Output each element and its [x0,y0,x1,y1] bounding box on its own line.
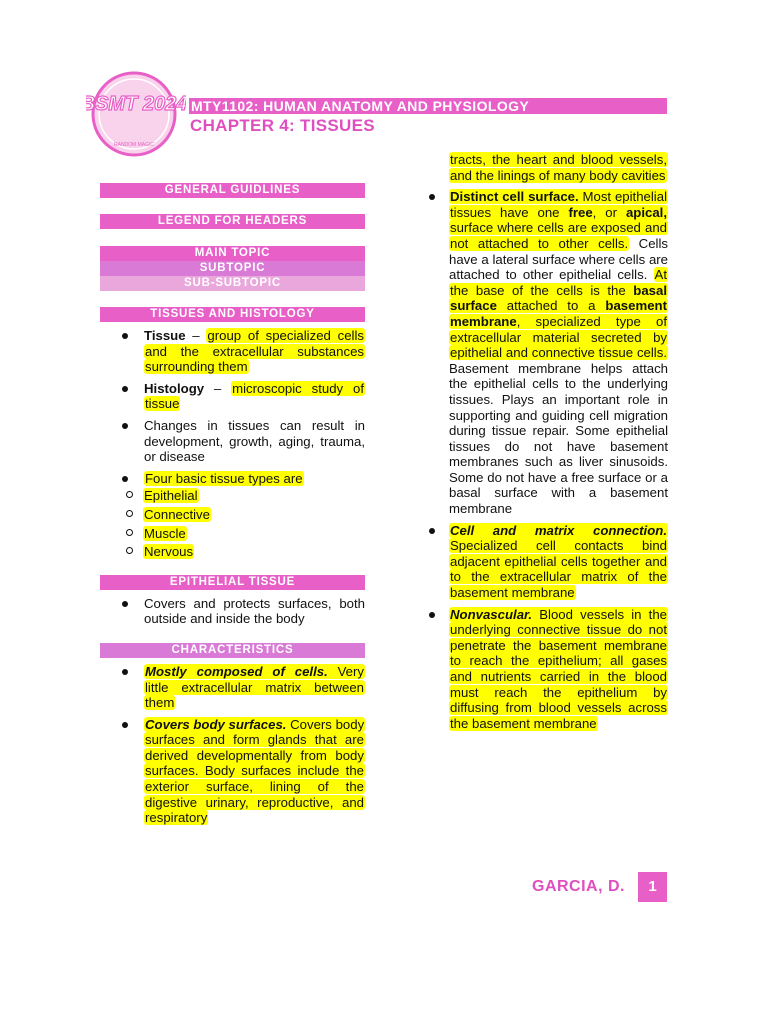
list-item [100,717,365,826]
tissues-list [100,328,365,486]
char-text: Covers body surfaces and form glands that are derived developmentally from body surfaces. Body surfaces include the exterior surface, lining of the digestive urinary, reproductive, and respiratory [145,716,365,826]
dash: – [204,380,232,396]
tissue-type-label: Epithelial [144,488,198,504]
logo-text: BSMT 2024 [86,93,186,115]
legend-sub-subtopic: SUB-SUBTOPIC [100,276,365,291]
char-text: Cells have a lateral surface where cells are attached to other epithelial cells. [449,235,668,283]
list-item [424,523,668,601]
char-text: At the base of the cells is the [450,267,667,298]
char-text: Very little extracellular matrix between them [145,663,364,711]
list-item [100,664,365,711]
term-free: free [568,204,593,220]
left-column [100,183,365,826]
continued-text [424,152,668,183]
list-item [424,189,668,516]
page-number: 1 [638,872,667,902]
char-title: Cell and matrix connection. [450,522,667,538]
header-general-guidelines: GENERAL GUIDLINES [100,183,365,198]
term-apical: apical, [625,204,668,220]
logo-subtext: RANDOM MAGIC [114,142,154,148]
covers-text: Covers and protects surfaces, both outside and inside the body [144,595,365,627]
characteristics-list-left [100,664,365,826]
list-item [424,607,668,732]
definition-histology: microscopic study of tissue [145,380,364,412]
char-text: Most epithelial tissues have one [450,189,667,220]
header-tissues-histology: TISSUES AND HISTOLOGY [100,307,365,322]
term-tissue: Tissue [144,328,186,343]
char-title: Distinct cell surface. [450,189,579,205]
tissue-type-label: Muscle [144,525,186,541]
changes-text: Changes in tissues can result in development, growth, aging, trauma, or disease [144,417,365,465]
char-text: , or [592,204,626,220]
tissue-type-item [100,507,365,523]
tissue-type-label: Connective [144,506,210,522]
char-title: Covers body surfaces. [145,716,287,732]
char-text: attached to a [496,298,606,314]
course-title: MTY1102: HUMAN ANATOMY AND PHYSIOLOGY [189,98,667,114]
author-name: GARCIA, D. [532,878,625,895]
char-text: surface where cells are exposed and not attached to other cells. [450,220,667,251]
list-item [100,328,365,375]
tissue-type-item [100,526,365,542]
char-title: Nonvascular. [450,606,533,622]
list-item [100,381,365,412]
definition-tissue: group of specialized cells and the extracellular substances surrounding them [145,328,364,375]
term-basal-surface: basal surface [450,282,667,314]
list-item [100,596,365,627]
char-text: Blood vessels in the underlying connective tissue do not penetrate the basement membrane to reach the epithelium; all gases and nutrients carried in the blood must reach the epithelium by diffusing from blood vessels across the basement membrane [450,606,667,731]
char-title: Mostly composed of cells. [145,663,328,679]
tissue-types-list [100,488,365,559]
term-histology: Histology [144,380,205,396]
list-item [100,471,365,487]
header-characteristics: CHARACTERISTICS [100,643,365,658]
char-text: tracts, the heart and blood vessels, and the linings of many body cavities [450,152,667,183]
legend-subtopic: SUBTOPIC [100,261,365,276]
legend-main-topic: MAIN TOPIC [100,246,365,261]
header-legend: LEGEND FOR HEADERS [100,214,365,229]
tissue-type-label: Nervous [144,544,194,560]
characteristics-list-right [424,189,668,731]
list-item [100,418,365,465]
char-text: , specialized type of extracellular material secreted by epithelial and connective tissue cells. [450,313,667,361]
dash: – [185,328,207,343]
tissue-type-item [100,544,365,560]
header-epithelial: EPITHELIAL TISSUE [100,575,365,590]
char-text: Basement membrane helps attach the epithelial cells to the underlying tissues. Plays an important role in supporting and guiding cell migration during tissue repair. Some epithelial tissues do not have basement membranes such as liver sinusoids. Some do not have a free surface or a basal surface with a basement membrane [449,360,668,517]
epithelial-list [100,596,365,627]
course-logo [86,70,186,160]
chapter-title: CHAPTER 4: TISSUES [190,116,375,135]
four-types-text: Four basic tissue types are [145,470,303,486]
term-basement-membrane: basement membrane [450,298,667,329]
char-text: Specialized cell contacts bind adjacent epithelial cells together and to the extracellular matrix of the basement membrane [450,538,667,601]
right-column [424,152,668,731]
tissue-type-item [100,488,365,504]
